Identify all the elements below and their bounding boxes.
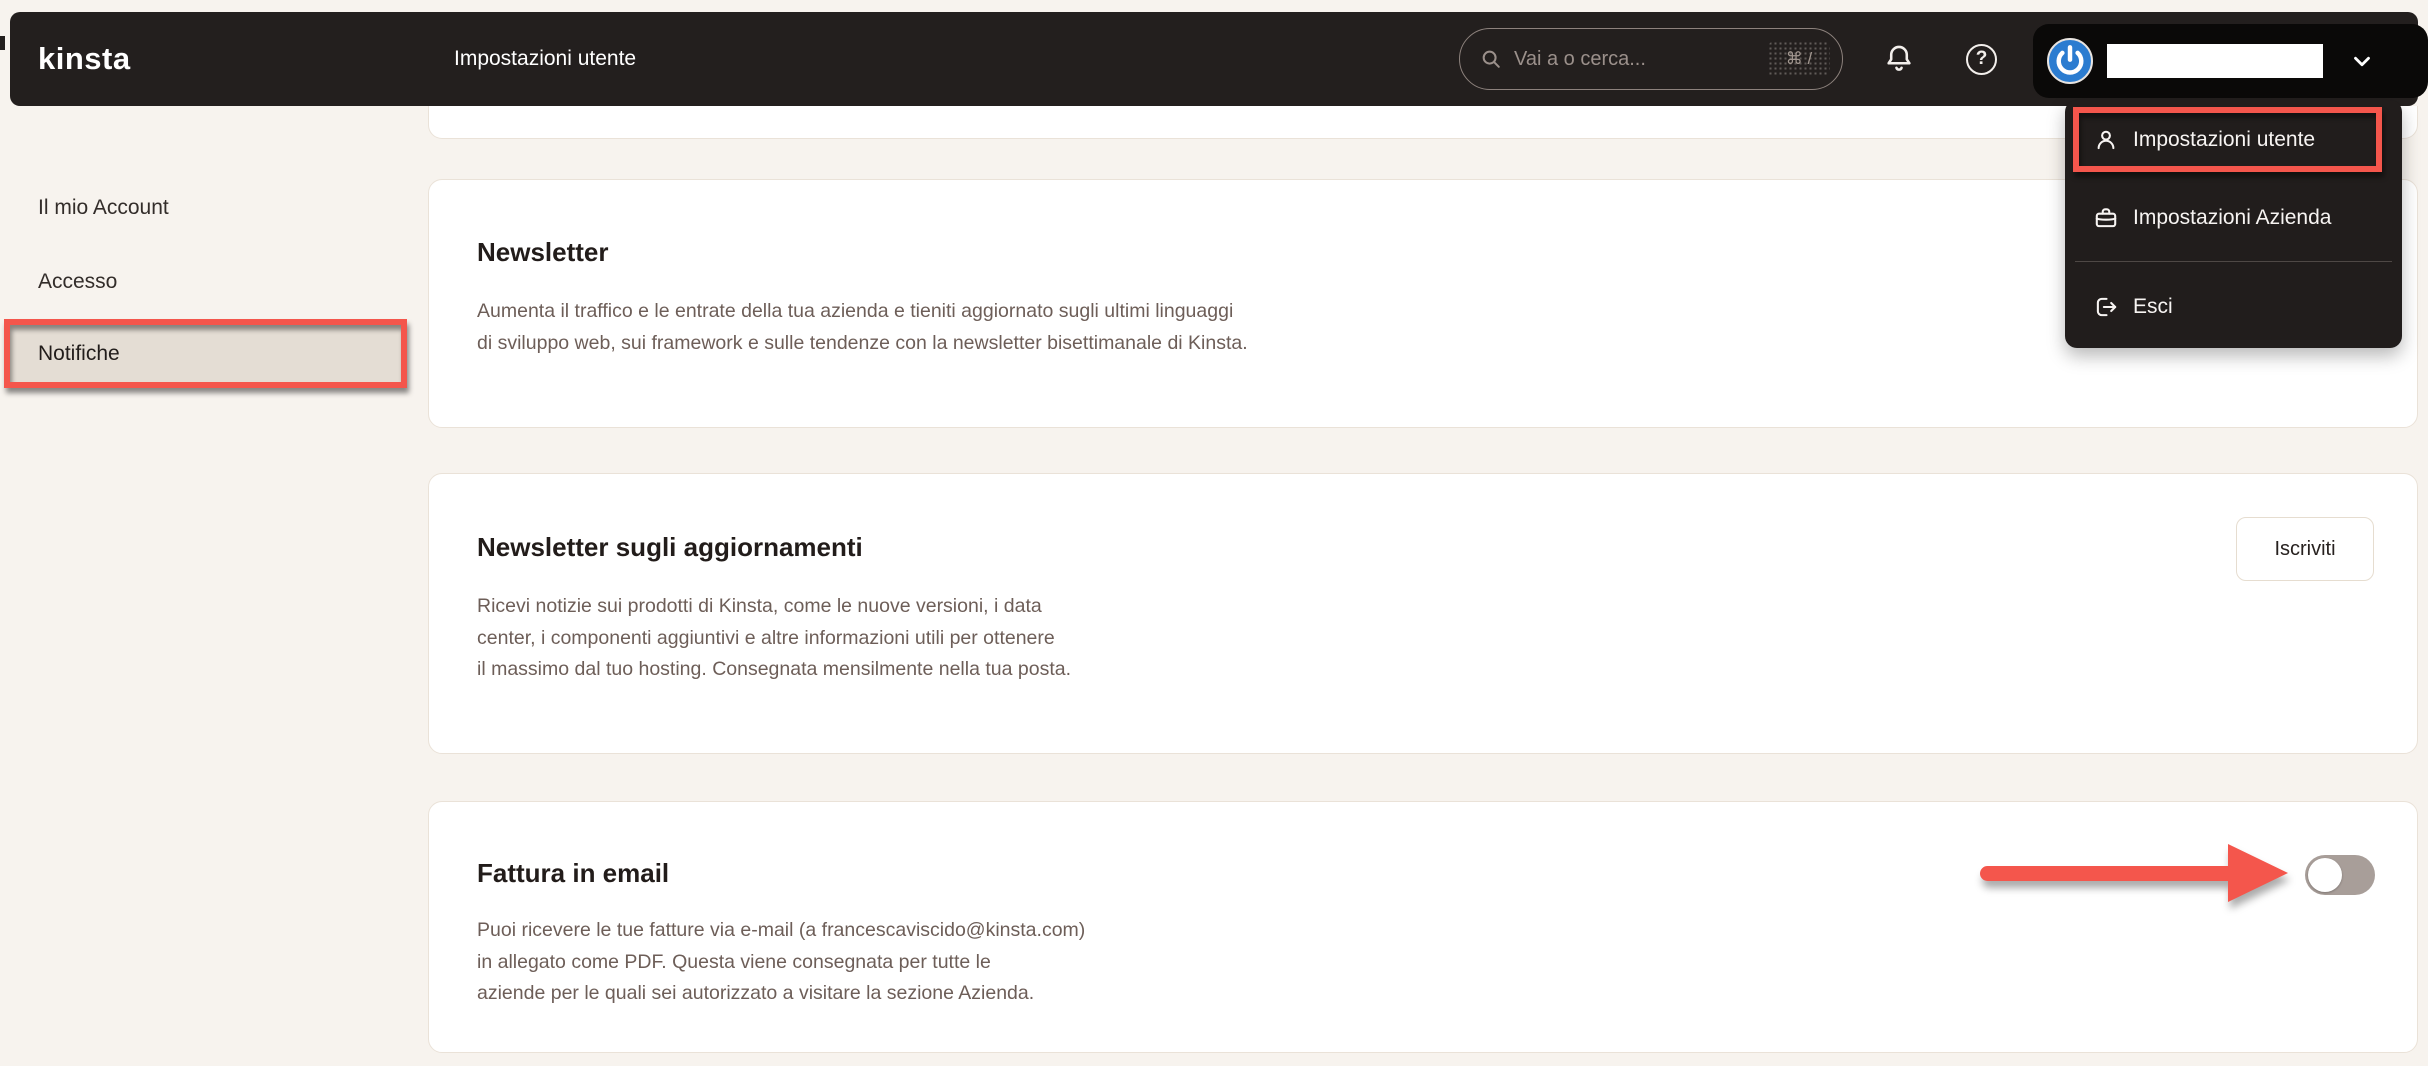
window-edge-artifact xyxy=(0,36,5,50)
menu-item-label: Impostazioni utente xyxy=(2133,128,2316,151)
card-description: Ricevi notizie sui prodotti di Kinsta, come le nuove versioni, i data center, i componenti aggiuntivi e altre informazioni utili per ottenere il massimo dal tuo hosting. Consegnata mensilmente nella tua posta. xyxy=(477,595,1071,680)
card-title: Fattura in email xyxy=(477,858,670,888)
search-shortcut-badge: ⌘ / xyxy=(1768,41,1830,77)
card-description: Puoi ricevere le tue fatture via e-mail (a francescaviscido@kinsta.com) in allegato come PDF. Questa viene consegnata per tutte le aziende per le quali sei autorizzato a visitare la sezione Azienda. xyxy=(477,919,1086,1004)
card-newsletter-aggiornamenti xyxy=(428,473,2418,754)
card-title: Newsletter xyxy=(477,237,609,267)
user-avatar-power-icon xyxy=(2047,38,2093,84)
sidebar-item-accesso[interactable]: Accesso xyxy=(38,270,118,293)
card-title: Newsletter sugli aggiornamenti xyxy=(477,532,863,562)
menu-item-impostazioni-azienda[interactable] xyxy=(2065,194,2402,242)
sidebar-item-il-mio-account[interactable]: Il mio Account xyxy=(38,196,169,219)
menu-item-label: Esci xyxy=(2133,295,2173,318)
sidebar-item-notifiche[interactable] xyxy=(4,319,407,388)
logout-icon xyxy=(2093,294,2119,320)
annotation-arrow xyxy=(1978,833,2296,913)
search-input[interactable] xyxy=(1459,28,1843,90)
page-title: Impostazioni utente xyxy=(454,47,637,70)
annotation-box-impostazioni-utente xyxy=(2073,107,2382,172)
chevron-down-icon xyxy=(2349,48,2375,74)
kinsta-logo[interactable]: kinsta xyxy=(38,41,131,76)
menu-item-label: Impostazioni Azienda xyxy=(2133,206,2332,229)
account-menu-button[interactable] xyxy=(2033,24,2428,98)
notifications-bell-icon[interactable] xyxy=(1882,12,1916,106)
menu-divider xyxy=(2075,261,2392,262)
username-redacted xyxy=(2107,44,2323,78)
fattura-email-toggle[interactable] xyxy=(2305,855,2375,895)
toggle-knob xyxy=(2308,858,2342,892)
search-icon xyxy=(1480,48,1502,70)
search-placeholder: Vai a o cerca... xyxy=(1514,47,1646,70)
briefcase-icon xyxy=(2093,205,2119,231)
card-description: Aumenta il traffico e le entrate della tua azienda e tieniti aggiornato sugli ultimi linguaggi di sviluppo web, sui framework e sulle tendenze con la newsletter bisettimanale di Kinsta. xyxy=(477,300,1248,354)
sidebar-item-label: Notifiche xyxy=(38,341,120,365)
menu-item-esci[interactable] xyxy=(2065,283,2402,331)
help-icon[interactable]: ? xyxy=(1966,12,1997,106)
iscriviti-button[interactable]: Iscriviti xyxy=(2236,517,2374,581)
